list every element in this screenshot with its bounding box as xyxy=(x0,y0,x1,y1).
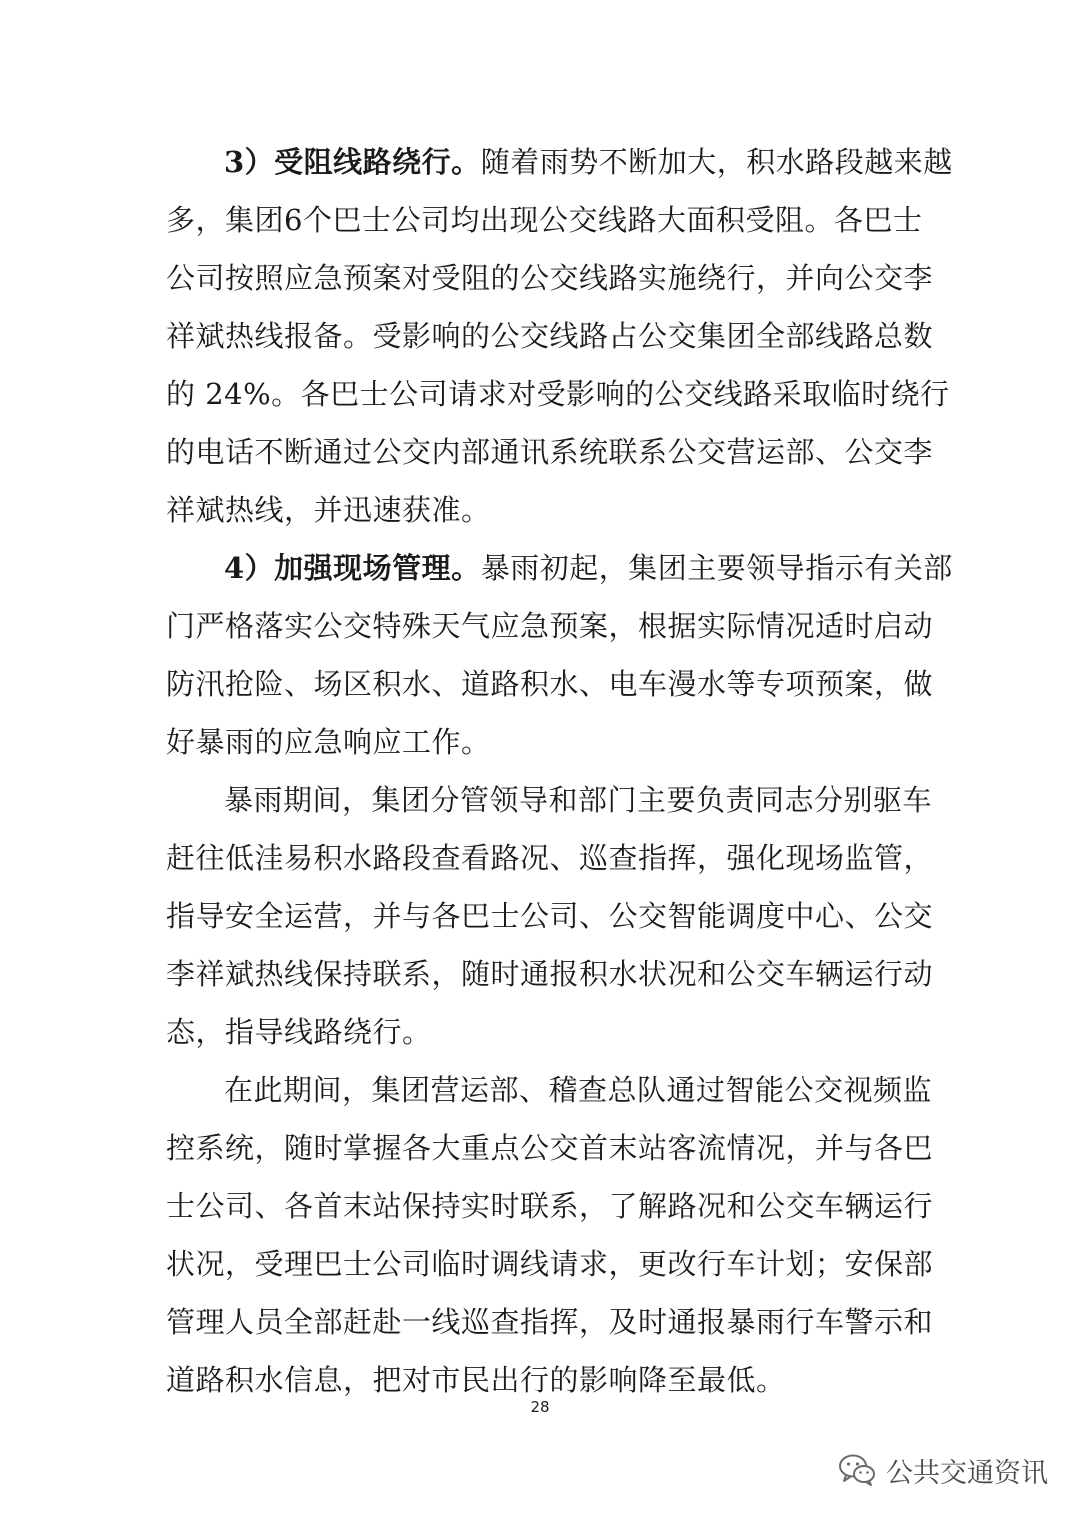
paragraph-line: 多，集团6个巴士公司均出现公交线路大面积受阻。各巴士 xyxy=(166,203,923,237)
watermark xyxy=(838,1448,1048,1492)
page-number: 28 xyxy=(530,1398,550,1416)
paragraph-line xyxy=(224,539,953,597)
paragraph-line: 指导安全运营，并与各巴士公司、公交智能调度中心、公交 xyxy=(166,899,934,933)
paragraph-line: 公司按照应急预案对受阻的公交线路实施绕行，并向公交李 xyxy=(166,261,934,295)
paragraph-line: 道路积水信息，把对市民出行的影响降至最低。 xyxy=(166,1363,786,1397)
paragraph-line: 祥斌热线报备。受影响的公交线路占公交集团全部线路总数 xyxy=(166,319,934,353)
line-text: 暴雨初起，集团主要领导指示有关部 xyxy=(480,551,953,585)
paragraph-line: 态，指导线路绕行。 xyxy=(166,1015,432,1049)
paragraph-line: 管理人员全部赶赴一线巡查指挥，及时通报暴雨行车警示和 xyxy=(166,1305,934,1339)
paragraph-line: 的电话不断通过公交内部通讯系统联系公交营运部、公交李 xyxy=(166,435,934,469)
paragraph-line: 控系统，随时掌握各大重点公交首末站客流情况，并与各巴 xyxy=(166,1131,934,1165)
paragraph-line: 暴雨期间，集团分管领导和部门主要负责同志分别驱车 xyxy=(224,783,933,817)
section-heading: 3）受阻线路绕行。 xyxy=(224,145,481,179)
paragraph-line xyxy=(224,133,953,191)
watermark-text: 公共交通资讯 xyxy=(886,1457,1048,1489)
section-heading: 4）加强现场管理。 xyxy=(224,551,481,585)
line-text: 随着雨势不断加大，积水路段越来越 xyxy=(480,145,953,179)
paragraph-line: 状况，受理巴士公司临时调线请求，更改行车计划；安保部 xyxy=(166,1247,934,1281)
wechat-icon xyxy=(838,1453,876,1487)
paragraph-line: 士公司、各首末站保持实时联系，了解路况和公交车辆运行 xyxy=(166,1189,934,1223)
paragraph-line: 李祥斌热线保持联系，随时通报积水状况和公交车辆运行动 xyxy=(166,957,934,991)
paragraph-line: 防汛抢险、场区积水、道路积水、电车漫水等专项预案，做 xyxy=(166,667,934,701)
paragraph-line: 的 24%。各巴士公司请求对受影响的公交线路采取临时绕行 xyxy=(166,377,950,411)
paragraph-line: 门严格落实公交特殊天气应急预案，根据实际情况适时启动 xyxy=(166,609,934,643)
paragraph-line: 祥斌热线，并迅速获准。 xyxy=(166,493,491,527)
paragraph-line: 好暴雨的应急响应工作。 xyxy=(166,725,491,759)
paragraph-line: 赶往低洼易积水路段查看路况、巡查指挥，强化现场监管， xyxy=(166,841,934,875)
paragraph-line: 在此期间，集团营运部、稽查总队通过智能公交视频监 xyxy=(224,1073,933,1107)
